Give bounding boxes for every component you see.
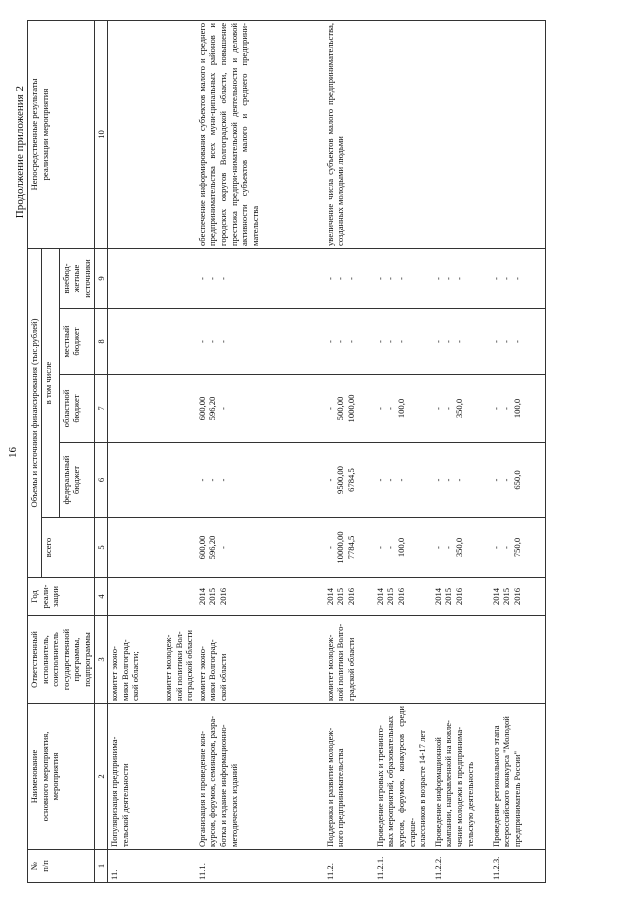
- table-row: [374, 20, 432, 882]
- row-result: обеспечение информирования субъектов малого и среднего предпринимательства всех муни-ципальных районов и городских округов Волгоградской области, повышение престижа предпри-нимательской деятельности и деловой активности субъектов малого и среднего предприни-мательства: [196, 20, 324, 248]
- row-executor: [432, 616, 490, 704]
- column-number: 10: [94, 20, 108, 248]
- row-result: [432, 20, 490, 248]
- column-number: 2: [94, 704, 108, 850]
- row-result: [374, 20, 432, 248]
- row-name: Проведение регионального этапа всероссийского конкурса "Молодой предприниматель России": [490, 704, 546, 850]
- row-regional: - 500,00 1000,00: [324, 375, 374, 443]
- row-number: 11.: [108, 850, 196, 883]
- row-local: - - -: [490, 309, 546, 375]
- header-including: в том числе: [41, 248, 59, 517]
- row-number: 11.2.2.: [432, 850, 490, 883]
- column-number: 7: [94, 375, 108, 443]
- row-local: - - -: [324, 309, 374, 375]
- row-local: - - -: [196, 309, 324, 375]
- row-years: 2014 2015 2016: [324, 578, 374, 616]
- header-federal: федеральный бюджет: [59, 443, 94, 518]
- row-result: [490, 20, 546, 248]
- row-federal: - - 650,0: [490, 443, 546, 518]
- row-executor: [374, 616, 432, 704]
- row-regional: - - 350,0: [432, 375, 490, 443]
- row-result: [108, 20, 196, 248]
- row-local: [108, 309, 196, 375]
- budget-table: [27, 20, 546, 883]
- column-number: 3: [94, 616, 108, 704]
- row-number: 11.2.3.: [490, 850, 546, 883]
- row-years: 2014 2015 2016: [490, 578, 546, 616]
- row-federal: - - -: [374, 443, 432, 518]
- header-name: Наименование основного мероприятия, мероприятия: [28, 704, 95, 850]
- row-extrabudget: - - -: [324, 248, 374, 308]
- header-executor: Ответственный исполнитель, соисполнитель государственной программы, подпрограммы: [28, 616, 95, 704]
- row-extrabudget: - - -: [490, 248, 546, 308]
- row-federal: - - -: [432, 443, 490, 518]
- table-row: [432, 20, 490, 882]
- continuation-label: Продолжение приложения 2: [14, 86, 26, 219]
- executor-primary: комитет эконо- мики Волгоград- ской области;: [109, 639, 141, 701]
- row-name: Проведение информационной кампании, направленной на вовле- чение молодежи в предпринима- тельскую деятельность: [432, 704, 490, 850]
- row-result: увеличение числа субъектов малого предпринимательства, созданных молодыми людьми: [324, 20, 374, 248]
- executor-secondary: комитет молодеж- ной политики Вол- гоградской области: [162, 630, 195, 701]
- row-regional: - - 100,0: [490, 375, 546, 443]
- header-row: [28, 20, 42, 882]
- header-year: Год реали- зации: [28, 578, 95, 616]
- row-executor: [108, 616, 196, 704]
- table-row: [196, 20, 324, 882]
- row-number: 11.1.: [196, 850, 324, 883]
- row-number: 11.2.: [324, 850, 374, 883]
- header-extrabudget: внебюд- жетные источники: [59, 248, 94, 308]
- column-number: 8: [94, 309, 108, 375]
- column-numbering-row: [94, 20, 108, 882]
- row-name: Поддержка и развитие молодеж- ного предпринимательства: [324, 704, 374, 850]
- header-no: № п/п: [28, 850, 95, 883]
- row-total: - - 100,0: [374, 518, 432, 578]
- header-regional: областной бюджет: [59, 375, 94, 443]
- table-row: [490, 20, 546, 882]
- row-total: [108, 518, 196, 578]
- row-number: 11.2.1.: [374, 850, 432, 883]
- row-extrabudget: - - -: [374, 248, 432, 308]
- row-extrabudget: - - -: [432, 248, 490, 308]
- row-executor: комитет молодеж- ной политики Волго- градской области: [324, 616, 374, 704]
- row-total: - 10000,00 7784,5: [324, 518, 374, 578]
- table-row: [108, 20, 196, 882]
- row-regional: [108, 375, 196, 443]
- row-total: 600,00 596,20 -: [196, 518, 324, 578]
- row-federal: - 9500,00 6784,5: [324, 443, 374, 518]
- row-name: Организация и проведение кон- курсов, форумов, семинаров, разра- ботка и издание информационно- методических изданий: [196, 704, 324, 850]
- row-years: [108, 578, 196, 616]
- row-total: - - 350,0: [432, 518, 490, 578]
- row-name: Проведение игровых и тренинго- вых мероприятий, образовательных курсов, форумов, конкурсов среди старше- классников в возрасте 14-17 лет: [374, 704, 432, 850]
- row-regional: 600,00 596,20 -: [196, 375, 324, 443]
- row-federal: - - -: [196, 443, 324, 518]
- row-local: - - -: [432, 309, 490, 375]
- column-number: 5: [94, 518, 108, 578]
- row-total: - - 750,0: [490, 518, 546, 578]
- header-funding: Объемы и источники финансирования (тыс.рублей): [28, 248, 42, 577]
- column-number: 1: [94, 850, 108, 883]
- row-years: 2014 2015 2016: [432, 578, 490, 616]
- row-years: 2014 2015 2016: [196, 578, 324, 616]
- row-local: - - -: [374, 309, 432, 375]
- row-executor: комитет эконо- мики Волгоград- ской области: [196, 616, 324, 704]
- column-number: 4: [94, 578, 108, 616]
- column-number: 9: [94, 248, 108, 308]
- header-results: Непосредственные результаты реализации мероприятия: [28, 20, 95, 248]
- header-total: всего: [41, 518, 94, 578]
- row-extrabudget: [108, 248, 196, 308]
- column-number: 6: [94, 443, 108, 518]
- row-years: 2014 2015 2016: [374, 578, 432, 616]
- page-number: 16: [7, 447, 19, 458]
- row-executor: [490, 616, 546, 704]
- header-local: местный бюджет: [59, 309, 94, 375]
- row-extrabudget: - - -: [196, 248, 324, 308]
- row-regional: - - 100,0: [374, 375, 432, 443]
- row-federal: [108, 443, 196, 518]
- row-name: Популяризация предпринима- тельской деятельности: [108, 704, 196, 850]
- table-row: [324, 20, 374, 882]
